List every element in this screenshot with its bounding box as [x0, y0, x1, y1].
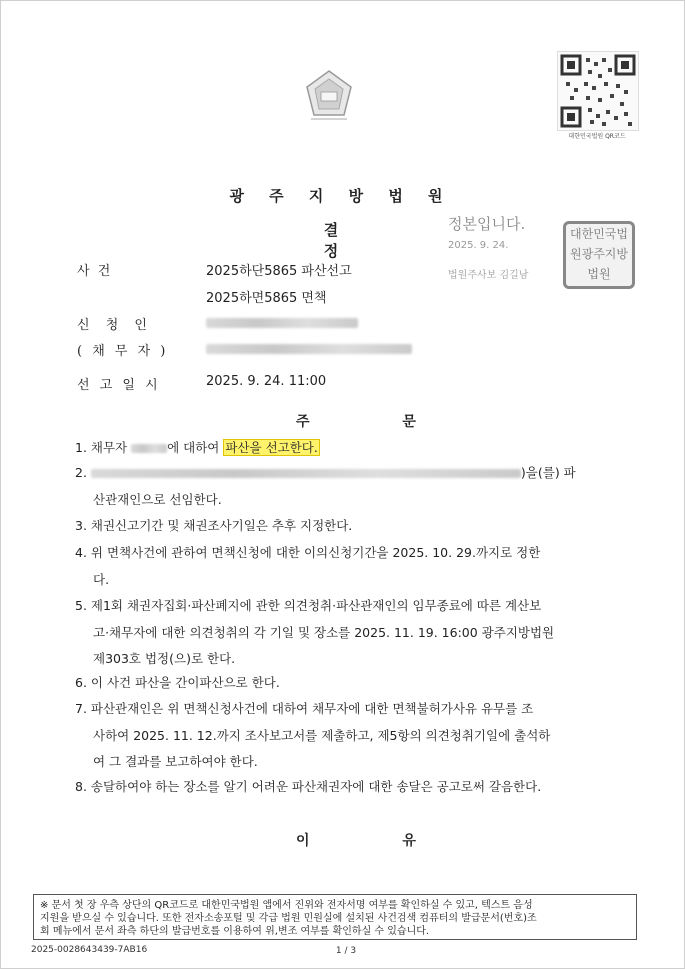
case-label: 사 건: [77, 264, 113, 279]
certified-copy-text: 정본입니다.: [448, 215, 526, 233]
order-item-4: 4. 위 면책사건에 관하여 면책신청에 대한 이의신청기간을 2025. 10. 29.까지로 정한: [75, 545, 541, 560]
order-item-7-cont-1: 사하여 2025. 11. 12.까지 조사보고서를 제출하고, 제5항의 의견청취기일에 출석하: [93, 728, 551, 743]
order-item-3: 3. 채권신고기간 및 채권조사기일은 추후 지정한다.: [75, 518, 353, 533]
order-item-8: 8. 송달하여야 하는 장소를 알기 어려운 파산채권자에 대한 송달은 공고로써 갈음한다.: [75, 779, 542, 794]
debtor-name-redacted: [131, 444, 167, 453]
order-item-7: 7. 파산관재인은 위 면책신청사건에 대하여 채무자에 대한 면책불허가사유 유무를 조: [75, 701, 534, 716]
reason-heading: 이 유: [296, 833, 460, 849]
applicant-label: 신 청 인: [77, 318, 153, 333]
bankruptcy-declaration-highlight: 파산을 선고한다.: [225, 440, 318, 455]
decision-date-label: 선 고 일 시: [77, 378, 161, 393]
order-item-5: 5. 제1회 채권자집회·파산폐지에 관한 의견청취·파산관재인의 임무종료에 따른 계산보: [75, 598, 542, 613]
order-item-4-cont: 다.: [93, 572, 110, 587]
order-item-1: [75, 439, 605, 457]
order-item-5-cont-1: 고·채무자에 대한 의견청취의 각 기일 및 장소를 2025. 11. 19. 16:00 광주지방법원: [93, 625, 555, 640]
page-number: 1 / 3: [335, 946, 357, 956]
applicant-name-redacted: [206, 318, 358, 328]
order-item-5-cont-2: 제303호 법정(으)로 한다.: [93, 651, 236, 666]
verification-notice-box: [33, 894, 637, 940]
order-item-6: 6. 이 사건 파산을 간이파산으로 한다.: [75, 675, 280, 690]
trustee-info-redacted: [91, 469, 521, 478]
issuance-number: 2025-0028643439-7AB16: [31, 945, 148, 955]
decision-date-value: 2025. 9. 24. 11:00: [206, 374, 327, 389]
notice-line-1: ※ 문서 첫 장 우측 상단의 QR코드로 대한민국법원 앱에서 진위와 전자서명 여부를 확인하실 수 있고, 텍스트 음성: [40, 900, 533, 911]
qr-caption: 대한민국법원 QR코드: [568, 133, 626, 140]
case-number-bankruptcy: 2025하단5865 파산선고: [206, 264, 352, 279]
order-item-2-number: 2.: [75, 465, 87, 480]
court-seal-stamp: 대한민국법원광주지방법원: [563, 221, 635, 289]
order-item-1-mid: 에 대하여: [167, 440, 220, 455]
certified-officer: 법원주사보 김길남: [448, 270, 529, 281]
order-item-2: [75, 464, 605, 482]
court-name: 광 주 지 방 법 원: [229, 187, 453, 205]
debtor-label: ( 채 무 자 ): [77, 344, 169, 359]
order-item-7-cont-2: 여 그 결과를 보고하여야 한다.: [93, 754, 258, 769]
order-item-2-cont: 산관재인으로 선임한다.: [93, 492, 222, 507]
document-type: 결 정: [323, 221, 379, 260]
certified-date: 2025. 9. 24.: [448, 240, 509, 251]
debtor-address-redacted: [206, 344, 412, 354]
order-item-1-prefix: 1. 채무자: [75, 440, 128, 455]
case-number-discharge: 2025하면5865 면책: [206, 291, 327, 306]
order-heading: 주 문: [296, 414, 460, 430]
court-emblem-icon: [301, 67, 357, 123]
order-item-2-tail: )을(를) 파: [520, 465, 576, 480]
notice-line-2: 지원을 받으실 수 있습니다. 또한 전자소송포털 및 각급 법원 민원실에 설치된 사건검색 컴퓨터의 발급문서(번호)조: [40, 913, 537, 924]
notice-line-3: 회 메뉴에서 문서 좌측 하단의 발급번호를 이용하여 위,변조 여부를 확인하실 수 있습니다.: [40, 926, 430, 937]
qr-code-icon[interactable]: [557, 51, 639, 131]
